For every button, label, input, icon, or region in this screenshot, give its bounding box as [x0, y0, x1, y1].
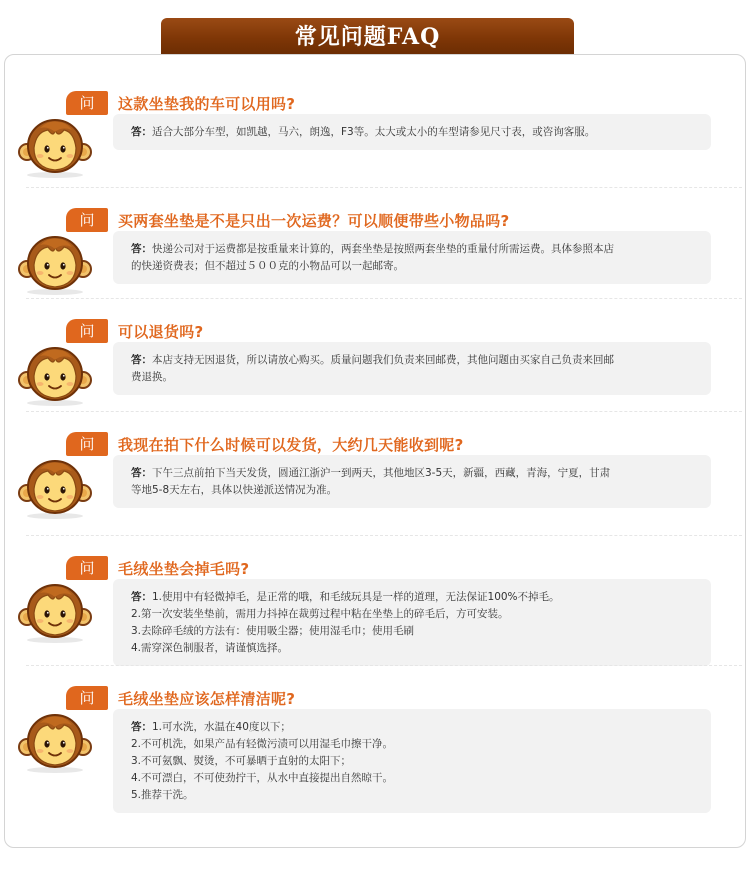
question-badge: 问 — [66, 91, 108, 115]
answer-text: 5.推荐干洗。 — [131, 789, 194, 801]
question-text: 可以退货吗? — [118, 322, 204, 341]
answer-line — [131, 352, 699, 369]
answer-text: 适合大部分车型，如凯越，马六，朗逸，F3等。太大或太小的车型请参见尺寸表，或咨询客服。 — [152, 126, 596, 138]
answer-line — [131, 241, 699, 258]
answer-text: 的快递资费表；但不超过５００克的小物品可以一起邮寄。 — [131, 260, 404, 272]
answer-line — [131, 623, 699, 640]
answer-line — [131, 770, 699, 787]
answer-line — [131, 719, 699, 736]
answer-line — [131, 736, 699, 753]
answer-line — [131, 589, 699, 606]
answer-box — [113, 231, 711, 284]
answer-text: 快递公司对于运费都是按重量来计算的，两套坐垫是按照两套坐垫的重量付所需运费。具体参照本店 — [152, 243, 614, 255]
faq-divider — [26, 535, 742, 536]
monkey-avatar-icon — [18, 231, 92, 295]
question-badge: 问 — [66, 208, 108, 232]
answer-line — [131, 753, 699, 770]
faq-divider — [26, 187, 742, 188]
answer-line — [131, 606, 699, 623]
answer-line — [131, 124, 699, 141]
answer-text: 3.不可氨飘、熨烫，不可暴晒于直射的太阳下； — [131, 755, 352, 767]
question-badge: 问 — [66, 319, 108, 343]
answer-box — [113, 455, 711, 508]
question-text: 买两套坐垫是不是只出一次运费？可以顺便带些小物品吗? — [118, 211, 510, 230]
answer-label: 答： — [131, 126, 152, 138]
answer-label: 答： — [131, 721, 152, 733]
answer-label: 答： — [131, 591, 152, 603]
answer-text: 3.去除碎毛绒的方法有：使用吸尘器；使用湿毛巾；使用毛刷 — [131, 625, 415, 637]
answer-text: 下午三点前拍下当天发货，圆通江浙沪一到两天，其他地区3-5天，新疆，西藏，青海，宁夏，甘肃 — [152, 467, 611, 479]
faq-divider — [26, 411, 742, 412]
question-row — [66, 90, 295, 116]
question-row — [66, 318, 204, 344]
answer-label: 答： — [131, 467, 152, 479]
question-badge: 问 — [66, 556, 108, 580]
page-title: 常见问题FAQ — [161, 18, 574, 56]
answer-line — [131, 640, 699, 657]
monkey-avatar-icon — [18, 455, 92, 519]
faq-divider — [26, 665, 742, 666]
answer-line — [131, 787, 699, 804]
answer-box — [113, 709, 711, 813]
monkey-avatar-icon — [18, 342, 92, 406]
answer-box — [113, 114, 711, 150]
answer-text: 本店支持无因退货，所以请放心购买。质量问题我们负责来回邮费，其他问题由买家自己负责来回邮 — [152, 354, 614, 366]
monkey-avatar-icon — [18, 114, 92, 178]
answer-box — [113, 579, 711, 666]
answer-box — [113, 342, 711, 395]
answer-line — [131, 482, 699, 499]
answer-line — [131, 465, 699, 482]
question-row — [66, 555, 249, 581]
answer-label: 答： — [131, 243, 152, 255]
answer-text: 1.可水洗，水温在40度以下； — [152, 721, 291, 733]
question-row — [66, 207, 510, 233]
answer-text: 4.不可漂白，不可使劲拧干，从水中直接提出自然晾干。 — [131, 772, 394, 784]
answer-line — [131, 258, 699, 275]
answer-label: 答： — [131, 354, 152, 366]
question-text: 毛绒坐垫应该怎样清洁呢? — [118, 689, 296, 708]
question-text: 这款坐垫我的车可以用吗? — [118, 94, 296, 113]
answer-text: 2.不可机洗，如果产品有轻微污渍可以用湿毛巾擦干净。 — [131, 738, 394, 750]
answer-line — [131, 369, 699, 386]
question-row — [66, 431, 464, 457]
answer-text: 费退换。 — [131, 371, 173, 383]
faq-divider — [26, 298, 742, 299]
monkey-avatar-icon — [18, 579, 92, 643]
question-row — [66, 685, 295, 711]
question-badge: 问 — [66, 432, 108, 456]
question-text: 毛绒坐垫会掉毛吗? — [118, 559, 250, 578]
answer-text: 等地5-8天左右，具体以快递派送情况为准。 — [131, 484, 338, 496]
answer-text: 1.使用中有轻微掉毛，是正常的哦，和毛绒玩具是一样的道理，无法保证100%不掉毛。 — [152, 591, 560, 603]
question-badge: 问 — [66, 686, 108, 710]
answer-text: 4.需穿深色制服者，请谨慎选择。 — [131, 642, 289, 654]
monkey-avatar-icon — [18, 709, 92, 773]
question-text: 我现在拍下什么时候可以发货，大约几天能收到呢? — [118, 435, 464, 454]
answer-text: 2.第一次安装坐垫前，需用力抖掉在裁剪过程中粘在坐垫上的碎毛后，方可安装。 — [131, 608, 509, 620]
